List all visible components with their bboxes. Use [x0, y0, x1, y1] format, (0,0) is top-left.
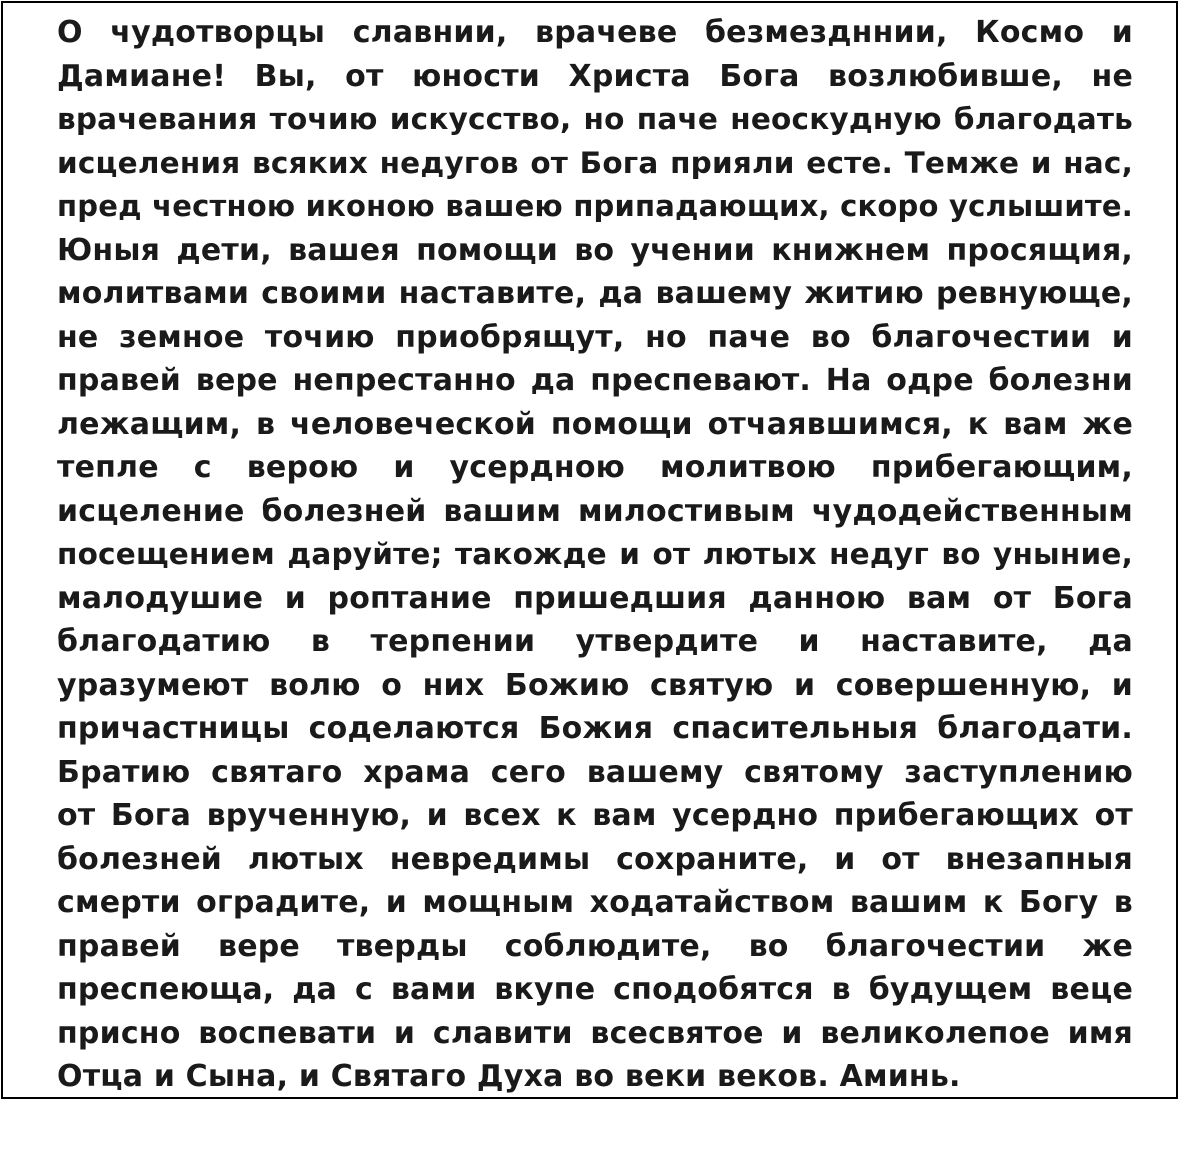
text-line: причастницы соделаются Божия спасительныя благодати. — [57, 711, 1133, 746]
text-line: благодатию в терпении утвердите и наставите, да — [57, 624, 1133, 659]
text-line: правей вере непрестанно да преспевают. На одре болезни — [57, 363, 1133, 398]
text-line: лежащим, в человеческой помощи отчаявшимся, к вам же — [57, 406, 1133, 442]
text-line: исцеления всяких недугов от Бога прияли есте. Темже и нас, — [57, 145, 1133, 180]
text-line: О чудотворцы славнии, врачеве безмездннии, Космо и — [57, 15, 1133, 50]
text-line: молитвами своими наставите, да вашему житию ревнующе, — [57, 276, 1133, 311]
text-line: Дамиане! Вы, от юности Христа Бога возлюбивше, не — [57, 58, 1133, 94]
text-line: малодушие и роптание пришедшия данною вам от Бога — [57, 580, 1133, 616]
text-line: пред честною иконою вашею припадающих, скоро услышите. — [57, 189, 1133, 223]
text-line: болезней лютых невредимы сохраните, и от внезапныя — [57, 841, 1133, 877]
text-line: уразумеют волю о них Божию святую и совершенную, и — [57, 667, 1133, 703]
text-line: врачевания точию искусство, но паче неоскудную благодать — [57, 102, 1133, 136]
text-line-final: Отца и Сына, и Святаго Духа во веки веков. Аминь. — [57, 1059, 961, 1094]
text-line: правей вере тверды соблюдите, во благочестии же — [57, 928, 1133, 964]
text-line: не земное точию приобрящут, но паче во благочестии и — [57, 319, 1133, 355]
text-line: Братию святаго храма сего вашему святому заступлению — [57, 754, 1133, 790]
text-line: преспеюща, да с вами вкупе сподобятся в будущем веце — [57, 972, 1133, 1007]
text-line: смерти оградите, и мощным ходатайством вашим к Богу в — [57, 885, 1133, 920]
text-line: исцеление болезней вашим милостивым чудодейственным — [57, 493, 1133, 529]
text-line: Юныя дети, вашея помощи во учении книжнем просящия, — [57, 232, 1133, 268]
prayer-text — [57, 11, 1133, 1099]
text-line: посещением даруйте; такожде и от лютых недуг во уныние, — [57, 537, 1133, 571]
text-line: присно воспевати и славити всесвятое и великолепое имя — [57, 1015, 1133, 1051]
text-frame — [1, 1, 1178, 1099]
text-line: от Бога врученную, и всех к вам усердно прибегающих от — [57, 798, 1133, 833]
text-line: тепле с верою и усердною молитвою прибегающим, — [57, 450, 1133, 485]
